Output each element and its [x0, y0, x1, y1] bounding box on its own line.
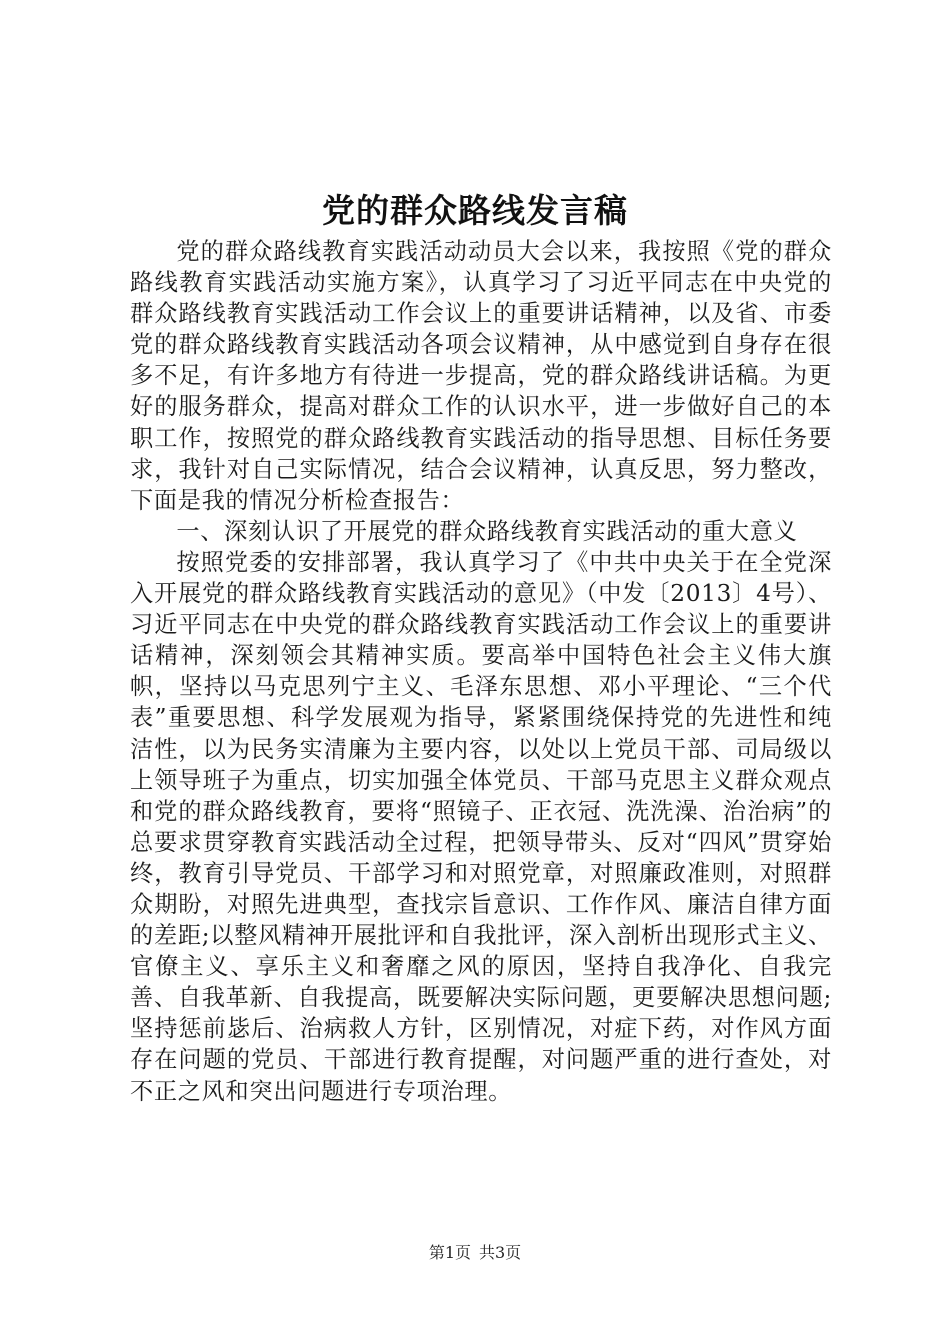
- document-body: [130, 236, 832, 1107]
- paragraph-section-1: 按照党委的安排部署，我认真学习了《中共中央关于在全党深入开展党的群众路线教育实践活动的意见》（中发〔2013〕4号）、习近平同志在中央党的群众路线教育实践活动工作会议上的重要讲话精神，深刻领会其精神实质。要高举中国特色社会主义伟大旗帜，坚持以马克思列宁主义、毛泽东思想、邓小平理论、“三个代表”重要思想、科学发展观为指导，紧紧围绕保持党的先进性和纯洁性，以为民务实清廉为主要内容，以处以上党员干部、司局级以上领导班子为重点，切实加强全体党员、干部马克思主义群众观点和党的群众路线教育，要将“照镜子、正衣冠、洗洗澡、治治病”的总要求贯穿教育实践活动全过程，把领导带头、反对“四风”贯穿始终，教育引导党员、干部学习和对照党章，对照廉政准则，对照群众期盼，对照先进典型，查找宗旨意识、工作作风、廉洁自律方面的差距;以整风精神开展批评和自我批评，深入剖析出现形式主义、官僚主义、享乐主义和奢靡之风的原因，坚持自我净化、自我完善、自我革新、自我提高，既要解决实际问题，更要解决思想问题;坚持惩前毖后、治病救人方针，区别情况，对症下药，对作风方面存在问题的党员、干部进行教育提醒，对问题严重的进行查处，对不正之风和突出问题进行专项治理。: [130, 548, 832, 1105]
- page-number: 第1页: [428, 1243, 471, 1262]
- section-heading-1: 一、深刻认识了开展党的群众路线教育实践活动的重大意义: [176, 517, 798, 545]
- document-title: 党的群众路线发言稿: [322, 191, 628, 230]
- paragraph-intro: 党的群众路线教育实践活动动员大会以来，我按照《党的群众路线教育实践活动实施方案》，认真学习了习近平同志在中央党的群众路线教育实践活动工作会议上的重要讲话精神，以及省、市委党的群众路线教育实践活动各项会议精神，从中感觉到自身存在很多不足，有许多地方有待进一步提高，党的群众路线讲话稿。为更好的服务群众，提高对群众工作的认识水平，进一步做好自己的本职工作，按照党的群众路线教育实践活动的指导思想、目标任务要求，我针对自己实际情况，结合会议精神，认真反思，努力整改，下面是我的情况分析检查报告：: [130, 238, 832, 514]
- page-total: 共3页: [479, 1243, 522, 1262]
- page-footer: [0, 1241, 950, 1265]
